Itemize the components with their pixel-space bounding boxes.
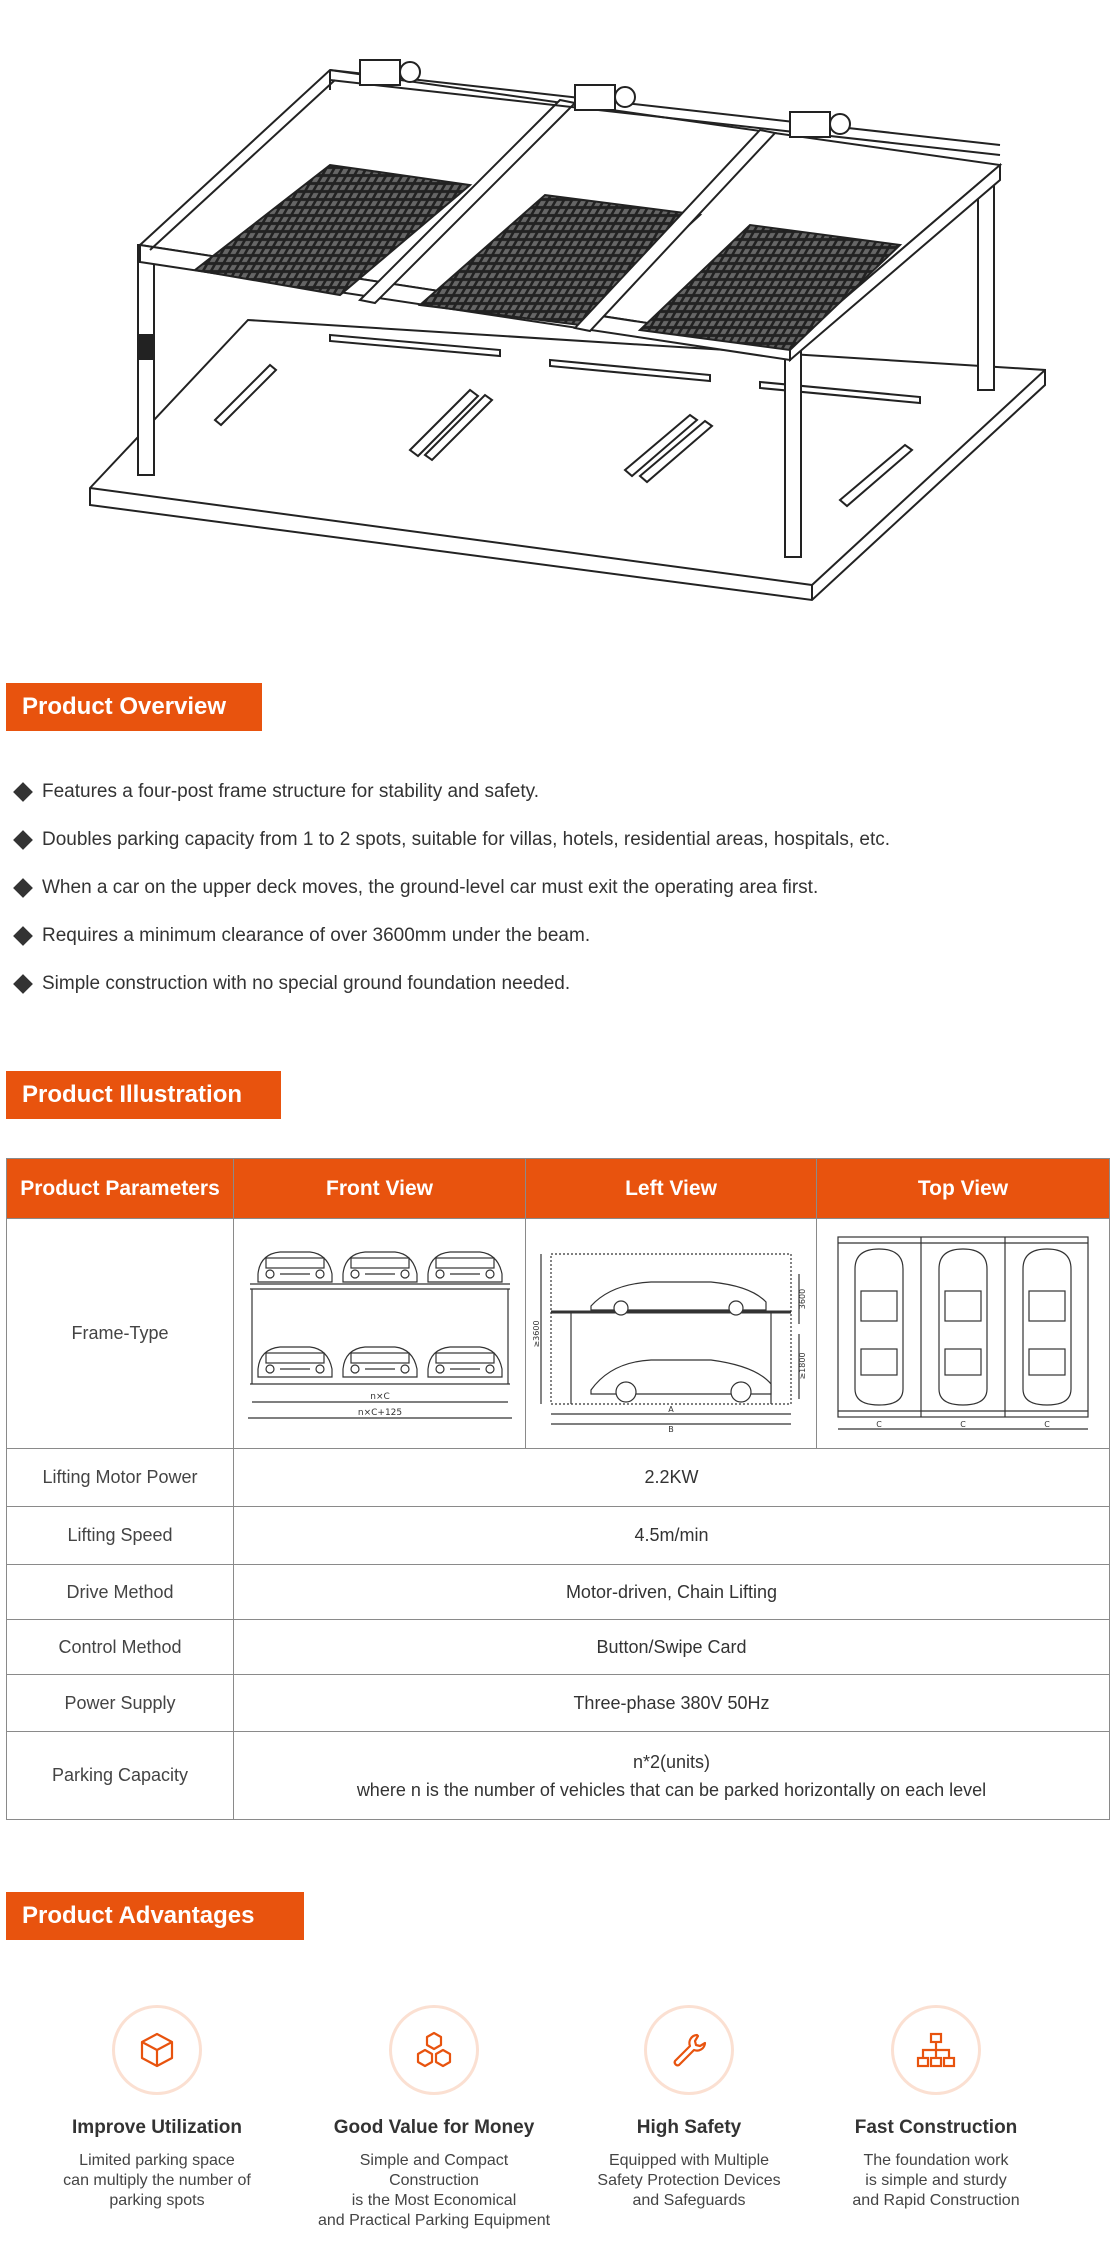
left-view-diagram [531, 1234, 811, 1434]
left-w-1: A [668, 1404, 674, 1414]
row-label: Frame-Type [7, 1219, 234, 1449]
diamond-bullet-icon [13, 782, 33, 802]
row-value: Three-phase 380V 50Hz [234, 1675, 1110, 1732]
row-label: Lifting Speed [7, 1507, 234, 1565]
row-value: Button/Swipe Card [234, 1620, 1110, 1675]
top-dim: C [960, 1419, 966, 1429]
row-label: Power Supply [7, 1675, 234, 1732]
advantage-item [314, 2005, 554, 2231]
left-view-cell [526, 1219, 817, 1449]
advantage-title: High Safety [636, 2117, 742, 2138]
top-view-diagram [823, 1229, 1103, 1439]
left-h-2: ≥1800 [798, 1351, 807, 1380]
row-label: Drive Method [7, 1565, 234, 1620]
illustration-title: Product Illustration [6, 1071, 281, 1119]
left-h-3: 3600 [798, 1288, 807, 1309]
table-header-row [7, 1159, 1110, 1219]
front-view-diagram [240, 1234, 520, 1434]
feature-item: Features a four-post frame structure for stability and safety. [12, 768, 1102, 816]
left-w-2: B [668, 1424, 674, 1434]
feature-item: Simple construction with no special ground foundation needed. [12, 960, 1102, 1008]
cube-icon [112, 2005, 202, 2095]
feature-list [12, 768, 1102, 1008]
parameters-table [6, 1158, 1110, 1820]
row-value [234, 1732, 1110, 1820]
row-value: 4.5m/min [234, 1507, 1110, 1565]
advantage-item [37, 2005, 277, 2211]
left-h-1: ≥3600 [532, 1319, 541, 1348]
diamond-bullet-icon [13, 830, 33, 850]
diamond-bullet-icon [13, 926, 33, 946]
hexagons-icon [389, 2005, 479, 2095]
header-parameters: Product Parameters [7, 1159, 234, 1219]
front-dim-1: n×C [369, 1391, 390, 1402]
diamond-bullet-icon [13, 974, 33, 994]
table-row [7, 1620, 1110, 1675]
header-left-view: Left View [526, 1159, 817, 1219]
row-value: 2.2KW [234, 1449, 1110, 1507]
parking-lift-illustration [0, 0, 1114, 640]
advantages-title: Product Advantages [6, 1892, 304, 1940]
feature-item: When a car on the upper deck moves, the ground-level car must exit the operating area first. [12, 864, 1102, 912]
header-front-view: Front View [234, 1159, 526, 1219]
front-dim-2: n×C+125 [357, 1407, 402, 1418]
diamond-bullet-icon [13, 878, 33, 898]
table-row [7, 1449, 1110, 1507]
advantage-desc: The foundation work is simple and sturdy and Rapid Construction [852, 2152, 1020, 2209]
table-row [7, 1675, 1110, 1732]
advantage-desc: Equipped with Multiple Safety Protection Devices and Safeguards [597, 2152, 781, 2209]
row-label: Parking Capacity [7, 1732, 234, 1820]
capacity-note: where n is the number of vehicles that can be parked horizontally on each level [356, 1779, 987, 1800]
advantage-desc: Simple and Compact Construction is the Most Economical and Practical Parking Equipment [317, 2152, 551, 2229]
top-dim: C [1044, 1419, 1050, 1429]
row-value: Motor-driven, Chain Lifting [234, 1565, 1110, 1620]
feature-item: Doubles parking capacity from 1 to 2 spots, suitable for villas, hotels, residential areas, hospitals, etc. [12, 816, 1102, 864]
row-label: Lifting Motor Power [7, 1449, 234, 1507]
table-row [7, 1565, 1110, 1620]
advantage-item [569, 2005, 809, 2211]
advantage-title: Fast Construction [854, 2117, 1018, 2138]
table-row [7, 1732, 1110, 1820]
table-row [7, 1507, 1110, 1565]
advantage-item [816, 2005, 1056, 2211]
top-view-cell [817, 1219, 1110, 1449]
top-dim: C [876, 1419, 882, 1429]
network-icon [891, 2005, 981, 2095]
header-top-view: Top View [817, 1159, 1110, 1219]
hero-lift-drawing [0, 0, 1114, 640]
advantage-title: Improve Utilization [72, 2117, 242, 2138]
advantage-desc: Limited parking space can multiply the number of parking spots [63, 2152, 251, 2209]
overview-title: Product Overview [6, 683, 262, 731]
feature-item: Requires a minimum clearance of over 3600mm under the beam. [12, 912, 1102, 960]
front-view-cell [234, 1219, 526, 1449]
table-row [7, 1219, 1110, 1449]
advantages-list [0, 2005, 1114, 2235]
capacity-formula: n*2(units) [632, 1751, 711, 1772]
row-label: Control Method [7, 1620, 234, 1675]
wrench-icon [644, 2005, 734, 2095]
advantage-title: Good Value for Money [333, 2117, 535, 2138]
